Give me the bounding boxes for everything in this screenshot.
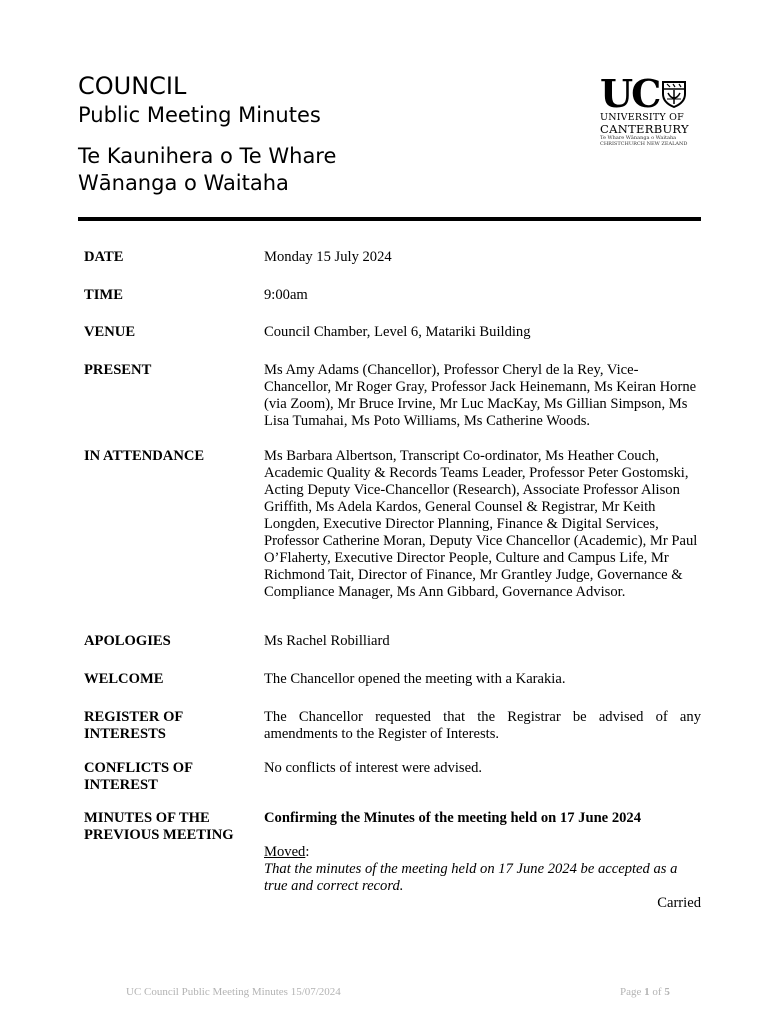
detail-label: PRESENT [84, 362, 152, 378]
detail-value: 9:00am [264, 287, 308, 303]
footer-document-name: UC Council Public Meeting Minutes 15/07/2024 [126, 986, 341, 998]
detail-value: Ms Barbara Albertson, Transcript Co-ordinator, Ms Heather Couch, Academic Quality & Records Teams Leader, Professor Peter Gostomski, Acting Deputy Vice-Chancellor (Research), Associate Professor Alison Griffith, Ms Adela Kardos, General Counsel & Registrar, Mr Keith Longden, Executive Director Planning, Finance & Digital Services, Professor Catherine Moran, Deputy Vice Chancellor (Academic), Mr Paul O’Flaherty, Executive Director People, Culture and Campus Life, Mr Richmond Tait, Director of Finance, Mr Grantley Judge, Governance & Compliance Manager, Ms Ann Gibbard, Governance Advisor. [264, 448, 698, 600]
motion-result: Carried [657, 895, 701, 911]
detail-label: WELCOME [84, 671, 164, 687]
detail-label: DATE [84, 249, 124, 265]
detail-value: Council Chamber, Level 6, Matariki Building [264, 324, 531, 340]
document-heading [78, 72, 336, 197]
footer-page-number: Page 1 of 5 [620, 986, 670, 998]
logo-location: CHRISTCHURCH NEW ZEALAND [600, 141, 688, 147]
detail-value: No conflicts of interest were advised. [264, 760, 483, 776]
maori-title [78, 143, 336, 197]
motion-text: That the minutes of the meeting held on 17 June 2024 be accepted as a true and correct record. [264, 861, 678, 894]
logo-university-of: UNIVERSITY OF [600, 112, 684, 123]
detail-value: The Chancellor requested that the Registrar be advised of any amendments to the Register of Interests. [264, 709, 701, 742]
header-divider [78, 217, 701, 221]
crest-icon [661, 80, 687, 108]
moved-line: Moved: [264, 844, 310, 860]
detail-value: The Chancellor opened the meeting with a Karakia. [264, 671, 566, 687]
detail-label: VENUE [84, 324, 136, 340]
moved-label: Moved [264, 844, 306, 860]
detail-label: REGISTER OF INTERESTS [84, 709, 183, 742]
document-subtitle: Public Meeting Minutes [78, 103, 321, 127]
detail-value: Monday 15 July 2024 [264, 249, 392, 265]
minutes-label: MINUTES OF THE PREVIOUS MEETING [84, 810, 234, 843]
document-title: COUNCIL [78, 72, 187, 100]
university-logo [600, 71, 702, 147]
logo-mark: UC [600, 71, 660, 116]
detail-label: TIME [84, 287, 123, 303]
detail-label: APOLOGIES [84, 633, 171, 649]
logo-canterbury: CANTERBURY [600, 122, 689, 136]
logo-maori-name: Te Whare Wānanga o Waitaha [600, 135, 677, 141]
maori-title-line2: Wānanga o Waitaha [78, 171, 289, 195]
detail-label: IN ATTENDANCE [84, 448, 205, 464]
detail-label: CONFLICTS OF INTEREST [84, 760, 193, 793]
detail-value: Ms Amy Adams (Chancellor), Professor Cheryl de la Rey, Vice-Chancellor, Mr Roger Gray, Professor Jack Heinemann, Ms Keiran Horne (via Zoom), Mr Bruce Irvine, Mr Luc MacKay, Ms Gillian Simpson, Ms Lisa Tumahai, Ms Poto Williams, Ms Catherine Woods. [264, 362, 697, 429]
minutes-heading: Confirming the Minutes of the meeting held on 17 June 2024 [264, 810, 642, 826]
maori-title-line1: Te Kaunihera o Te Whare [78, 144, 337, 168]
detail-value: Ms Rachel Robilliard [264, 633, 390, 649]
